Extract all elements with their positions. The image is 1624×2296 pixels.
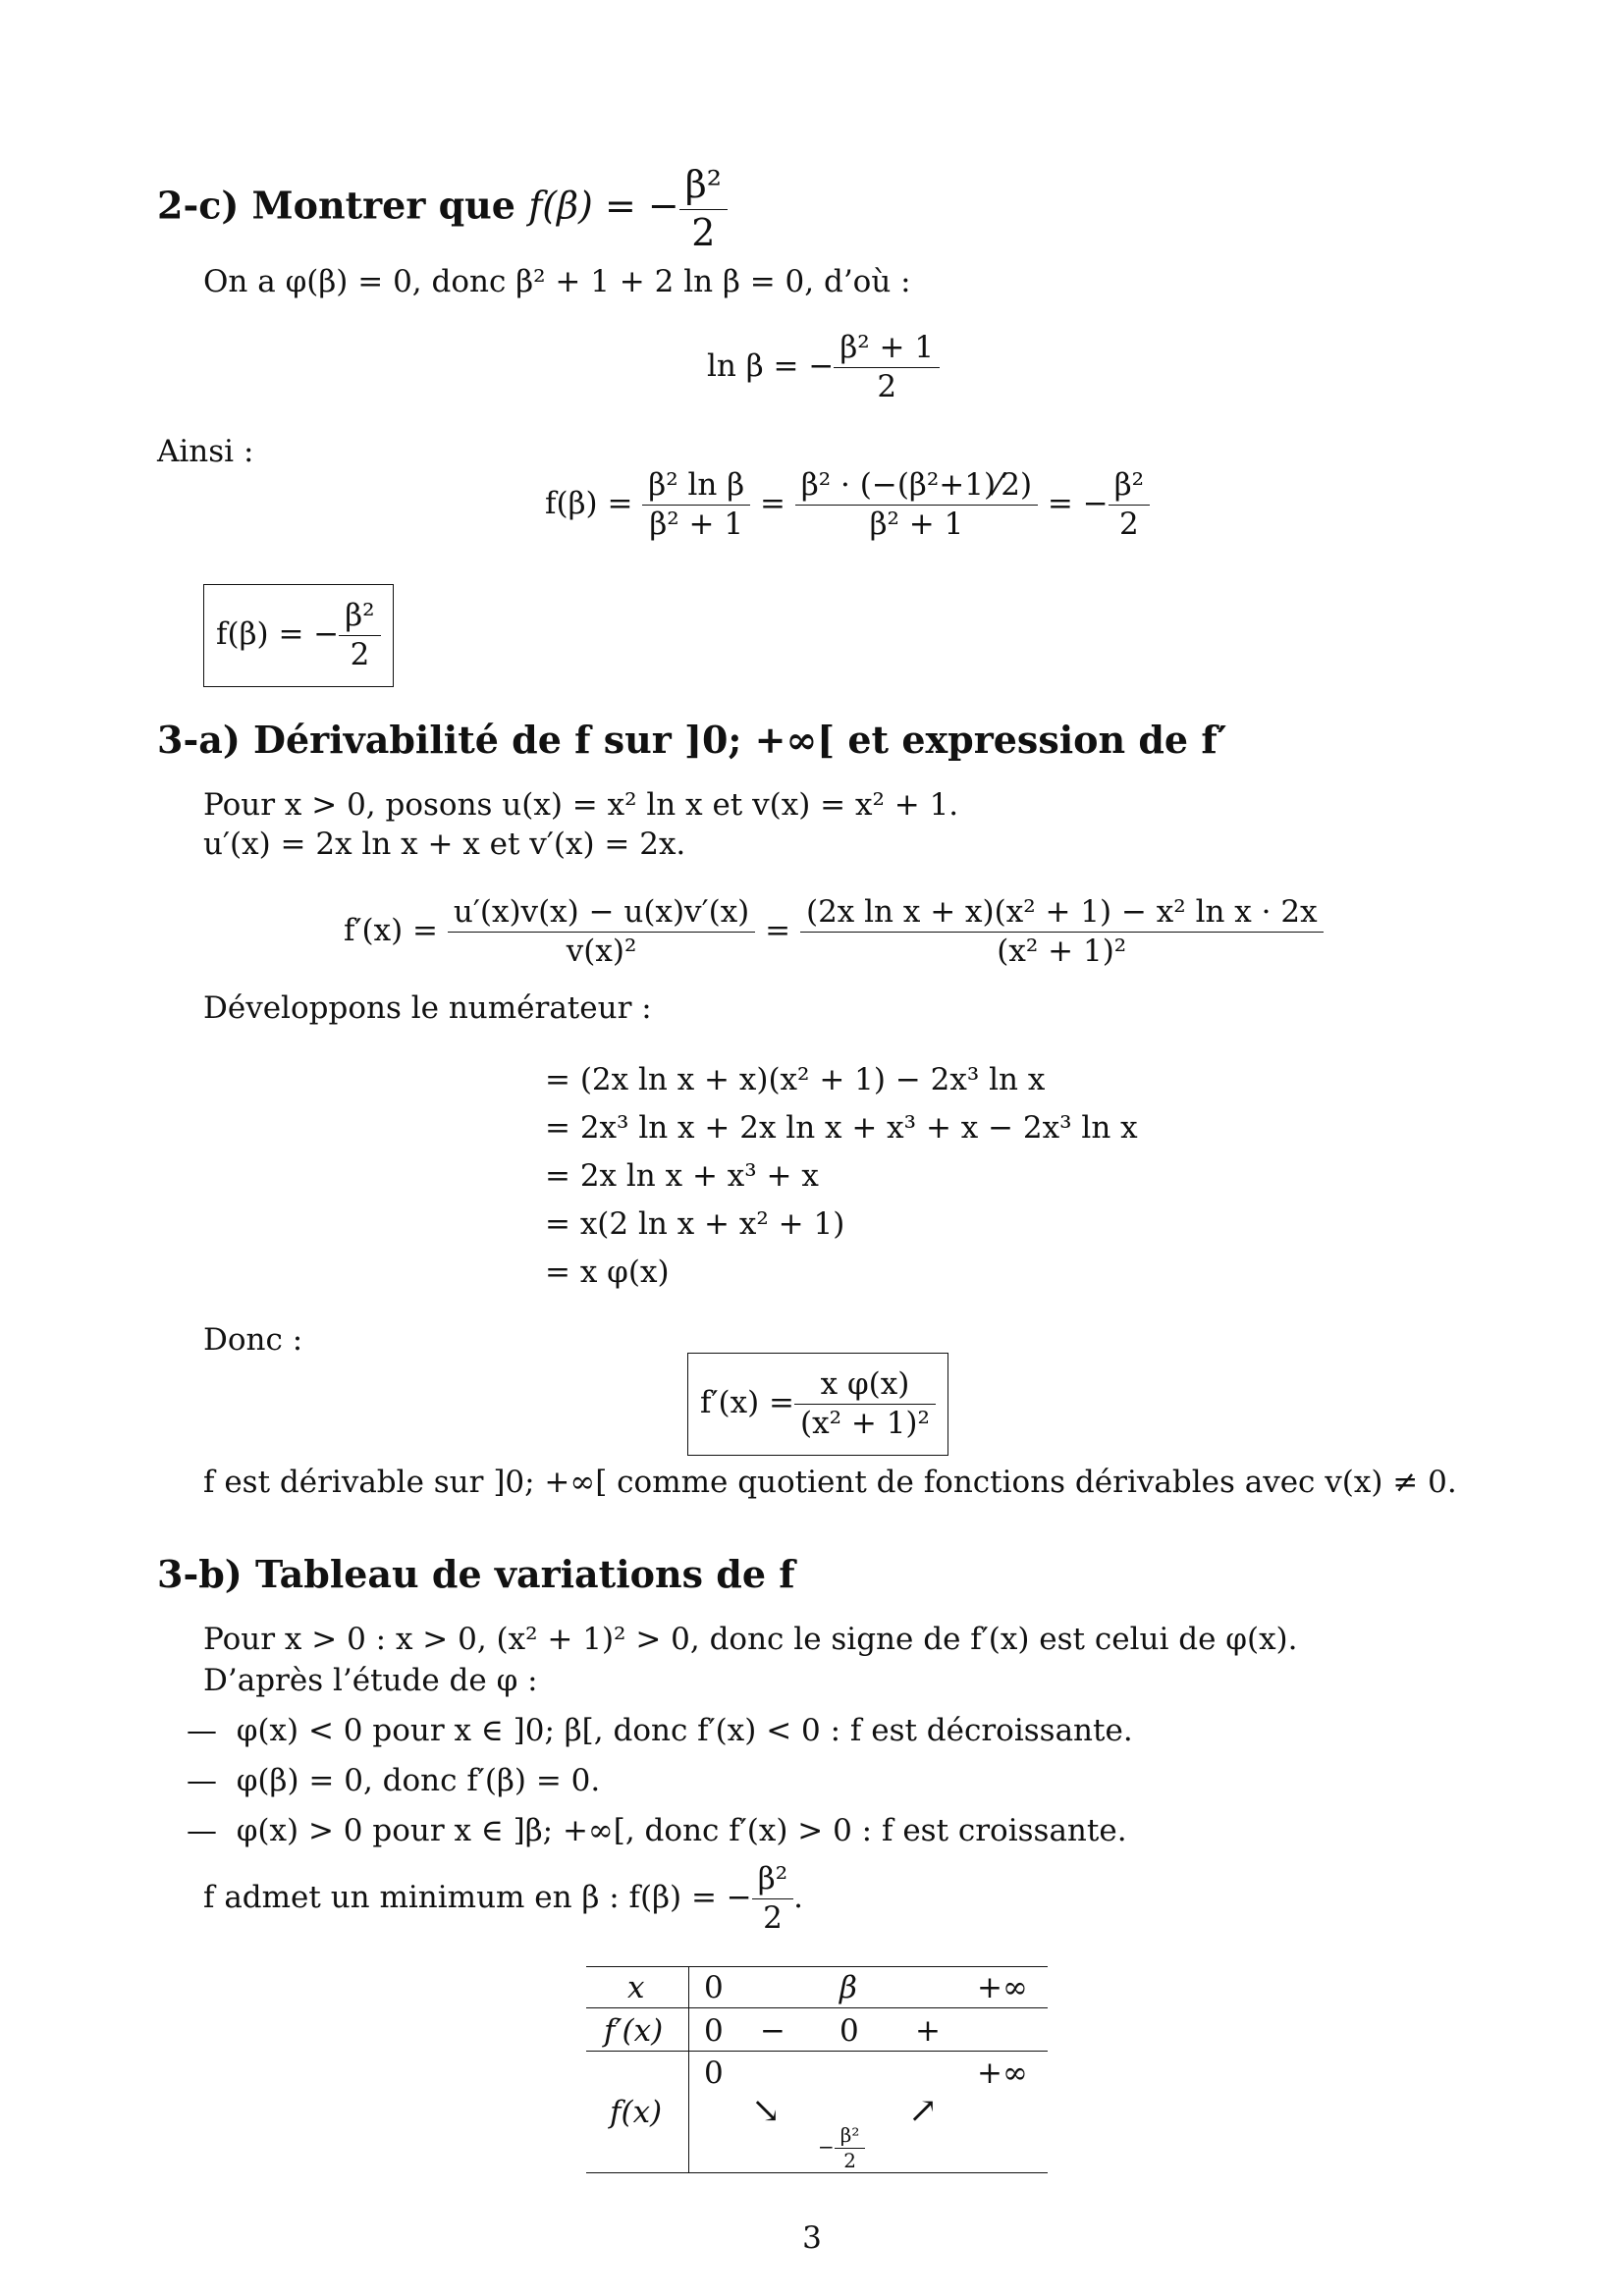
frac-num: β² [339, 597, 380, 636]
step-line: = 2x ln x + x³ + x [545, 1158, 819, 1194]
step-line: = (2x ln x + x)(x² + 1) − 2x³ ln x [545, 1062, 1046, 1097]
variation-table [586, 1966, 1048, 2174]
step-line: = 2x³ ln x + 2x ln x + x³ + x − 2x³ ln x [545, 1110, 1138, 1146]
frac-num: β² · (−(β²+1)⁄2) [795, 466, 1038, 506]
section-3a-title: 3-a) Dérivabilité de f sur ]0; +∞[ et expression de f′ [157, 718, 1227, 762]
bullet-mark: — [187, 1813, 217, 1848]
min-frac [835, 2123, 866, 2173]
table-line-vertical [688, 1966, 689, 2173]
f-lhs: f(β) = [545, 485, 633, 521]
arrow-down-icon: ↘ [751, 2091, 782, 2131]
section-2c-title-lhs: f(β) = − [528, 184, 679, 228]
frac-num: x φ(x) [794, 1365, 936, 1405]
section-2c-title-prefix: 2-c) Montrer que [157, 183, 529, 228]
step-line: = x(2 ln x + x² + 1) [545, 1206, 845, 1242]
bullet-text: φ(x) > 0 pour x ∈ ]β; +∞[, donc f′(x) > 0 : f est croissante. [236, 1813, 1127, 1848]
arrow-up-icon: ↗ [908, 2091, 939, 2131]
f-res-frac [1109, 466, 1150, 544]
min-prefix: − [818, 2135, 835, 2159]
bullet-text: φ(x) < 0 pour x ∈ ]0; β[, donc f′(x) < 0 : f est décroissante. [236, 1713, 1133, 1748]
table-cell-f-left: 0 [704, 2056, 724, 2091]
page-number: 3 [802, 2220, 822, 2256]
f-frac2 [795, 466, 1038, 544]
min-frac [752, 1860, 793, 1938]
box-lhs: f′(x) = [700, 1384, 795, 1420]
frac-num: β² [752, 1860, 793, 1899]
frac-den: 2 [877, 368, 897, 404]
table-cell-0: 0 [704, 1970, 724, 2005]
step-line: = x φ(x) [545, 1255, 670, 1290]
frac-num: (2x ln x + x)(x² + 1) − x² ln x · 2x [800, 893, 1324, 933]
min-suffix: . [793, 1879, 803, 1915]
fprime-quotient-equation [344, 893, 1324, 971]
minimum-statement [203, 1860, 803, 1938]
ln-beta-equation [707, 329, 940, 406]
line-3a-1: Pour x > 0, posons u(x) = x² ln x et v(x) = x² + 1. [203, 787, 959, 823]
table-line-top [586, 1966, 1048, 1967]
frac-den: 2 [843, 2149, 856, 2172]
table-cell-x: x [627, 1970, 645, 2005]
equals: = [760, 485, 785, 521]
ln-frac [834, 329, 940, 406]
section-2c-title-frac [679, 162, 728, 256]
table-cell-fprime: f′(x) [604, 2013, 664, 2049]
line-3b-2: D’après l’étude de φ : [203, 1663, 538, 1698]
table-cell-0: 0 [839, 2013, 859, 2049]
table-cell-f-min [818, 2123, 865, 2173]
frac-num: β² + 1 [834, 329, 940, 368]
fp-frac2 [800, 893, 1324, 971]
box-frac [339, 597, 380, 674]
bullet-item [187, 1763, 601, 1798]
table-cell-f: f(x) [610, 2095, 663, 2130]
bullet-item [187, 1713, 1133, 1748]
boxed-result-3a [687, 1353, 948, 1456]
f-beta-equation [545, 466, 1150, 544]
box-frac [794, 1365, 936, 1443]
table-line-bottom [586, 2172, 1048, 2173]
donc-label: Donc : [203, 1322, 303, 1358]
bullet-mark: — [187, 1713, 217, 1748]
table-line-2 [586, 2051, 1048, 2052]
line-3b-1: Pour x > 0 : x > 0, (x² + 1)² > 0, donc le signe de f′(x) est celui de φ(x). [203, 1622, 1298, 1657]
table-cell-0: 0 [704, 2013, 724, 2049]
min-prefix: f admet un minimum en β : f(β) = − [203, 1879, 752, 1915]
frac-num: u′(x)v(x) − u(x)v′(x) [448, 893, 755, 933]
frac-den: β² + 1 [649, 506, 744, 542]
table-line-1 [586, 2007, 1048, 2008]
ainsi-label: Ainsi : [157, 434, 254, 469]
table-cell-minus: − [760, 2013, 785, 2049]
table-cell-inf: +∞ [977, 1970, 1028, 2005]
frac-num: β² [1109, 466, 1150, 506]
section-2c-title [157, 162, 728, 256]
frac-den: 2 [763, 1899, 783, 1936]
bullet-item [187, 1813, 1127, 1848]
intro-2c: On a φ(β) = 0, donc β² + 1 + 2 ln β = 0, d’où : [203, 264, 911, 299]
ln-lhs: ln β = − [707, 347, 835, 384]
box-lhs: f(β) = − [216, 615, 340, 652]
table-cell-beta: β [839, 1970, 857, 2005]
develop-label: Développons le numérateur : [203, 990, 652, 1026]
boxed-result-2c [203, 584, 394, 687]
line-3a-2: u′(x) = 2x ln x + x et v′(x) = 2x. [203, 827, 686, 862]
frac-num: β² ln β [642, 466, 750, 506]
frac-den: 2 [691, 210, 716, 254]
frac-den: β² + 1 [869, 506, 964, 542]
frac-num: β² [679, 162, 728, 210]
table-cell-f-right: +∞ [977, 2056, 1028, 2091]
bullet-mark: — [187, 1763, 217, 1798]
frac-den: 2 [350, 636, 370, 672]
frac-den: (x² + 1)² [997, 933, 1127, 969]
table-cell-plus: + [915, 2013, 941, 2049]
fp-lhs: f′(x) = [344, 912, 439, 948]
result-lhs: = − [1047, 485, 1109, 521]
frac-den: v(x)² [566, 933, 637, 969]
f-frac1 [642, 466, 750, 544]
frac-num: β² [835, 2123, 866, 2149]
section-3b-title: 3-b) Tableau de variations de f [157, 1552, 795, 1596]
equals: = [765, 912, 791, 948]
bullet-text: φ(β) = 0, donc f′(β) = 0. [236, 1763, 601, 1798]
fp-frac1 [448, 893, 755, 971]
frac-den: 2 [1119, 506, 1139, 542]
conclusion-3a: f est dérivable sur ]0; +∞[ comme quotient de fonctions dérivables avec v(x) ≠ 0. [203, 1465, 1457, 1500]
frac-den: (x² + 1)² [800, 1405, 930, 1441]
